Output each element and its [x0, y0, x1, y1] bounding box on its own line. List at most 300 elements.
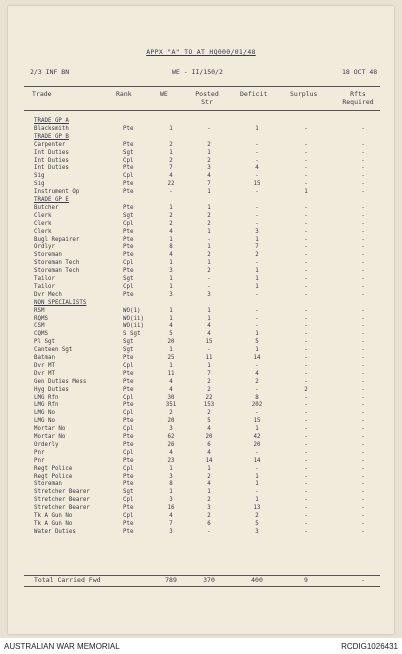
- cell-we: 20: [167, 339, 175, 346]
- table-row: [24, 229, 380, 235]
- cell-rank: Pte: [123, 268, 134, 275]
- cell-rfts: -: [361, 157, 365, 164]
- cell-we: 25: [167, 355, 175, 361]
- cell-posted: 1: [207, 204, 211, 211]
- cell-trade: Ordlyr: [34, 244, 55, 251]
- cell-surplus: -: [304, 489, 308, 496]
- cell-surplus: -: [304, 173, 308, 180]
- table-row: [24, 458, 380, 464]
- table-row: [24, 402, 380, 408]
- cell-trade: NON SPECIALISTS: [34, 299, 87, 306]
- cell-deficit: 1: [255, 347, 259, 354]
- cell-posted: 1: [207, 489, 211, 496]
- document-title: APPX "A" TO AT HQ000/01/48: [146, 48, 256, 56]
- cell-we: 2: [169, 157, 173, 164]
- cell-rank: Cpl: [123, 362, 134, 369]
- cell-surplus: -: [304, 513, 308, 519]
- cell-surplus: -: [304, 149, 308, 156]
- table-row: [24, 347, 380, 353]
- cell-we: 3: [169, 268, 173, 275]
- cell-surplus: -: [304, 291, 308, 298]
- table-row: [24, 434, 380, 440]
- cell-rfts: -: [361, 236, 365, 243]
- cell-posted: 4: [207, 173, 211, 180]
- cell-rank: Pte: [123, 189, 134, 196]
- cell-deficit: -: [255, 489, 259, 496]
- cell-rank: Sgt: [123, 212, 134, 219]
- cell-trade: Orderly: [34, 441, 59, 448]
- cell-rfts: -: [361, 276, 365, 282]
- cell-rfts: -: [361, 173, 365, 180]
- cell-we: 22: [167, 181, 175, 188]
- cell-we: 351: [165, 402, 177, 409]
- cell-rank: Sgt: [123, 149, 134, 156]
- cell-we: 3: [169, 473, 173, 480]
- cell-rfts: -: [361, 355, 365, 361]
- cell-deficit: -: [255, 449, 259, 456]
- cell-rank: Pte: [123, 252, 134, 259]
- cell-rfts: -: [361, 386, 365, 393]
- cell-we: -: [169, 189, 173, 196]
- table-row: [24, 379, 380, 385]
- cell-rfts: -: [361, 220, 365, 227]
- table-row: [24, 410, 380, 416]
- table-row: [24, 426, 380, 432]
- table-row: [24, 505, 380, 511]
- footer-institution: AUSTRALIAN WAR MEMORIAL: [4, 642, 120, 651]
- cell-posted: 15: [205, 339, 213, 346]
- cell-deficit: 202: [251, 402, 263, 409]
- cell-trade: Int Duties: [34, 157, 69, 164]
- cell-posted: 7: [207, 181, 211, 188]
- cell-posted: -: [207, 276, 211, 282]
- cell-posted: 3: [207, 505, 211, 512]
- col-surplus: Surplus: [290, 90, 318, 98]
- cell-deficit: 2: [255, 378, 259, 385]
- cell-trade: Int Duties: [34, 165, 69, 172]
- cell-we: 4: [169, 173, 173, 180]
- cell-rank: Pte: [123, 370, 134, 377]
- cell-deficit: -: [255, 291, 259, 298]
- cell-trade: Batman: [34, 355, 55, 361]
- cell-surplus: -: [304, 347, 308, 354]
- col-posted: Posted Str: [195, 90, 219, 106]
- cell-rfts: -: [361, 434, 365, 440]
- cell-deficit: 8: [255, 394, 259, 401]
- cell-we: 4: [169, 252, 173, 259]
- cell-surplus: -: [304, 394, 308, 401]
- cell-trade: RSM: [34, 307, 45, 314]
- table-row: [24, 466, 380, 472]
- cell-posted: 1: [207, 315, 211, 322]
- cell-posted: -: [207, 236, 211, 243]
- cell-rank: Pte: [123, 378, 134, 385]
- footer-catalogue-id: RCDIG1026431: [341, 642, 398, 651]
- cell-trade: Sig: [34, 173, 45, 180]
- total-row: [24, 577, 380, 583]
- cell-trade: CQMS: [34, 331, 48, 338]
- cell-surplus: -: [304, 236, 308, 243]
- cell-rank: Cpl: [123, 394, 134, 401]
- cell-posted: 1: [207, 244, 211, 251]
- cell-surplus: -: [304, 441, 308, 448]
- cell-trade: Storeman Tech: [34, 260, 80, 267]
- cell-we: 4: [169, 513, 173, 519]
- cell-posted: 4: [207, 449, 211, 456]
- cell-we: 4: [169, 378, 173, 385]
- cell-deficit: -: [255, 307, 259, 314]
- cell-posted: 1: [207, 260, 211, 267]
- table-row: [24, 213, 380, 219]
- total-rfts: -: [361, 576, 365, 584]
- section-heading-row: [24, 118, 380, 124]
- table-row: [24, 481, 380, 487]
- cell-rank: Pte: [123, 141, 134, 148]
- cell-deficit: -: [255, 212, 259, 219]
- cell-rfts: -: [361, 347, 365, 354]
- cell-posted: 1: [207, 362, 211, 369]
- cell-trade: Dvr MT: [34, 362, 55, 369]
- cell-trade: Regt Police: [34, 473, 73, 480]
- cell-rank: Sgt: [123, 276, 134, 282]
- cell-trade: Canteen Sgt: [34, 347, 73, 354]
- cell-surplus: -: [304, 268, 308, 275]
- cell-rfts: -: [361, 315, 365, 322]
- cell-posted: 6: [207, 441, 211, 448]
- cell-posted: 2: [207, 252, 211, 259]
- section-heading-row: [24, 134, 380, 140]
- cell-rfts: -: [361, 283, 365, 290]
- cell-trade: LMG No: [34, 410, 55, 417]
- cell-trade: LMG Rfn: [34, 402, 59, 409]
- cell-rfts: -: [361, 244, 365, 251]
- cell-trade: Stretcher Bearer: [34, 489, 90, 496]
- cell-deficit: 42: [253, 434, 261, 440]
- table-row: [24, 268, 380, 274]
- table-row: [24, 363, 380, 369]
- cell-rfts: -: [361, 370, 365, 377]
- cell-surplus: -: [304, 505, 308, 512]
- cell-posted: 14: [205, 457, 213, 464]
- cell-trade: Pl Sgt: [34, 339, 55, 346]
- cell-we: 16: [167, 505, 175, 512]
- cell-surplus: -: [304, 473, 308, 480]
- cell-we: 1: [169, 283, 173, 290]
- cell-surplus: 2: [304, 386, 308, 393]
- cell-posted: -: [207, 283, 211, 290]
- table-row: [24, 244, 380, 250]
- cell-rfts: -: [361, 291, 365, 298]
- cell-we: 4: [169, 323, 173, 330]
- cell-trade: Stretcher Bearer: [34, 505, 90, 512]
- cell-we: 2: [169, 212, 173, 219]
- cell-rfts: -: [361, 402, 365, 409]
- cell-rfts: -: [361, 528, 365, 535]
- cell-we: 1: [169, 465, 173, 472]
- cell-trade: Pnr: [34, 449, 45, 456]
- cell-rank: Cpl: [123, 173, 134, 180]
- cell-deficit: -: [255, 323, 259, 330]
- cell-rfts: -: [361, 125, 365, 132]
- table-row: [24, 158, 380, 164]
- table-row: [24, 126, 380, 132]
- table-row: [24, 260, 380, 266]
- cell-deficit: 5: [255, 339, 259, 346]
- table-row: [24, 292, 380, 298]
- cell-posted: 2: [207, 497, 211, 504]
- cell-surplus: -: [304, 362, 308, 369]
- table-row: [24, 276, 380, 282]
- cell-posted: 1: [207, 228, 211, 235]
- cell-trade: Sig: [34, 181, 45, 188]
- cell-trade: Storeman: [34, 252, 62, 259]
- table-row: [24, 173, 380, 179]
- cell-rank: Sgt: [123, 339, 134, 346]
- cell-rank: Cpl: [123, 260, 134, 267]
- table-row: [24, 387, 380, 393]
- cell-rank: Pte: [123, 434, 134, 440]
- cell-we: 3: [169, 291, 173, 298]
- cell-we: 8: [169, 481, 173, 488]
- cell-rank: Pte: [123, 418, 134, 425]
- cell-rank: Cpl: [123, 220, 134, 227]
- cell-deficit: 1: [255, 473, 259, 480]
- cell-posted: 4: [207, 323, 211, 330]
- cell-surplus: -: [304, 157, 308, 164]
- col-rfts: Rfts Required: [342, 90, 374, 106]
- cell-rank: Cpl: [123, 426, 134, 433]
- cell-we: 2: [169, 220, 173, 227]
- cell-rfts: -: [361, 465, 365, 472]
- table-row: [24, 181, 380, 187]
- cell-rfts: -: [361, 520, 365, 527]
- cell-rfts: -: [361, 394, 365, 401]
- reference-label: WE - II/150/2: [172, 68, 223, 76]
- cell-surplus: -: [304, 283, 308, 290]
- cell-we: 1: [169, 204, 173, 211]
- total-label: Total Carried Fwd: [34, 576, 101, 584]
- cell-rank: Pte: [123, 473, 134, 480]
- cell-rfts: -: [361, 449, 365, 456]
- cell-trade: Storeman Tech: [34, 268, 80, 275]
- section-heading-row: [24, 197, 380, 203]
- cell-surplus: -: [304, 497, 308, 504]
- total-we: 789: [165, 576, 177, 584]
- cell-trade: Mortar No: [34, 426, 66, 433]
- cell-we: 1: [169, 236, 173, 243]
- cell-deficit: 1: [255, 497, 259, 504]
- cell-we: 1: [169, 307, 173, 314]
- table-row: [24, 395, 380, 401]
- cell-rank: Cpl: [123, 449, 134, 456]
- cell-surplus: -: [304, 339, 308, 346]
- cell-rfts: -: [361, 141, 365, 148]
- cell-we: 1: [169, 489, 173, 496]
- cell-trade: Blacksmith: [34, 125, 69, 132]
- cell-we: 7: [169, 520, 173, 527]
- cell-surplus: -: [304, 220, 308, 227]
- cell-rfts: -: [361, 481, 365, 488]
- cell-posted: 4: [207, 331, 211, 338]
- cell-trade: Tk A Gun No: [34, 520, 73, 527]
- cell-deficit: 1: [255, 125, 259, 132]
- cell-posted: 1: [207, 149, 211, 156]
- cell-rfts: -: [361, 473, 365, 480]
- cell-rank: Sgt: [123, 347, 134, 354]
- cell-posted: 2: [207, 513, 211, 519]
- cell-deficit: -: [255, 204, 259, 211]
- cell-trade: Water Duties: [34, 528, 76, 535]
- cell-surplus: -: [304, 465, 308, 472]
- cell-surplus: -: [304, 141, 308, 148]
- cell-posted: 2: [207, 378, 211, 385]
- cell-posted: 2: [207, 473, 211, 480]
- table-row: [24, 355, 380, 361]
- cell-trade: Int Duties: [34, 149, 69, 156]
- col-rank: Rank: [116, 90, 132, 98]
- col-we: WE: [160, 90, 168, 98]
- cell-surplus: -: [304, 181, 308, 188]
- cell-rank: Cpl: [123, 465, 134, 472]
- cell-surplus: -: [304, 228, 308, 235]
- cell-posted: 2: [207, 220, 211, 227]
- cell-trade: Tailor: [34, 276, 55, 282]
- cell-we: 4: [169, 449, 173, 456]
- header-top-rule: [24, 86, 380, 87]
- cell-deficit: 7: [255, 244, 259, 251]
- cell-deficit: 1: [255, 268, 259, 275]
- cell-trade: TRADE GP E: [34, 197, 69, 203]
- cell-surplus: -: [304, 125, 308, 132]
- cell-posted: 4: [207, 481, 211, 488]
- table-row: [24, 316, 380, 322]
- cell-trade: Regt Police: [34, 465, 73, 472]
- cell-we: 1: [169, 125, 173, 132]
- cell-deficit: -: [255, 410, 259, 417]
- cell-posted: 2: [207, 157, 211, 164]
- cell-deficit: -: [255, 173, 259, 180]
- cell-deficit: 13: [253, 505, 261, 512]
- cell-trade: Clerk: [34, 220, 52, 227]
- cell-trade: Clerk: [34, 212, 52, 219]
- cell-deficit: -: [255, 465, 259, 472]
- table-row: [24, 331, 380, 337]
- cell-deficit: 4: [255, 370, 259, 377]
- cell-rank: Pte: [123, 165, 134, 172]
- table-row: [24, 323, 380, 329]
- cell-rfts: -: [361, 339, 365, 346]
- cell-posted: 3: [207, 291, 211, 298]
- cell-posted: 2: [207, 410, 211, 417]
- cell-surplus: -: [304, 315, 308, 322]
- cell-rank: Sgt: [123, 489, 134, 496]
- cell-rank: Cpl: [123, 410, 134, 417]
- cell-rank: Pte: [123, 181, 134, 188]
- cell-posted: 5: [207, 418, 211, 425]
- cell-surplus: -: [304, 276, 308, 282]
- cell-rfts: -: [361, 505, 365, 512]
- total-bottom-rule: [24, 586, 380, 587]
- cell-posted: 2: [207, 386, 211, 393]
- cell-rank: Pte: [123, 528, 134, 535]
- cell-we: 3: [169, 528, 173, 535]
- cell-rfts: -: [361, 212, 365, 219]
- cell-rank: Pte: [123, 386, 134, 393]
- cell-posted: 7: [207, 370, 211, 377]
- cell-we: 2: [169, 141, 173, 148]
- cell-surplus: 1: [304, 189, 308, 196]
- cell-we: 1: [169, 260, 173, 267]
- table-row: [24, 418, 380, 424]
- cell-deficit: 1: [255, 276, 259, 282]
- cell-surplus: -: [304, 204, 308, 211]
- cell-rank: Pte: [123, 481, 134, 488]
- cell-rank: Pte: [123, 505, 134, 512]
- table-row: [24, 442, 380, 448]
- cell-deficit: -: [255, 260, 259, 267]
- cell-rfts: -: [361, 323, 365, 330]
- cell-we: 1: [169, 149, 173, 156]
- cell-surplus: -: [304, 165, 308, 172]
- cell-rank: Pte: [123, 520, 134, 527]
- cell-rank: Pte: [123, 402, 134, 409]
- cell-deficit: 2: [255, 252, 259, 259]
- cell-trade: Tailor: [34, 283, 55, 290]
- cell-trade: Clerk: [34, 228, 52, 235]
- cell-deficit: -: [255, 149, 259, 156]
- cell-posted: 153: [203, 402, 215, 409]
- cell-trade: RQMS: [34, 315, 48, 322]
- cell-trade: LMG Rfn: [34, 394, 59, 401]
- cell-surplus: -: [304, 528, 308, 535]
- cell-deficit: 4: [255, 165, 259, 172]
- cell-deficit: 15: [253, 418, 261, 425]
- cell-deficit: -: [255, 362, 259, 369]
- cell-rfts: -: [361, 497, 365, 504]
- unit-label: 2/3 INF BN: [30, 68, 70, 76]
- cell-rfts: -: [361, 441, 365, 448]
- header-bottom-rule: [24, 110, 380, 111]
- cell-rank: Cpl: [123, 497, 134, 504]
- document-sheet: [8, 6, 394, 634]
- cell-deficit: -: [255, 141, 259, 148]
- cell-rfts: -: [361, 331, 365, 338]
- cell-rfts: -: [361, 204, 365, 211]
- table-row: [24, 165, 380, 171]
- cell-surplus: -: [304, 378, 308, 385]
- cell-rfts: -: [361, 410, 365, 417]
- col-deficit: Deficit: [240, 90, 268, 98]
- cell-rank: WO(1): [123, 307, 141, 314]
- table-row: [24, 371, 380, 377]
- cell-surplus: -: [304, 449, 308, 456]
- cell-posted: 22: [205, 394, 213, 401]
- cell-deficit: 14: [253, 457, 261, 464]
- cell-rfts: -: [361, 418, 365, 425]
- cell-rank: Pte: [123, 291, 134, 298]
- cell-deficit: 5: [255, 520, 259, 527]
- archive-footer: [0, 638, 402, 654]
- cell-we: 26: [167, 441, 175, 448]
- table-row: [24, 529, 380, 535]
- cell-surplus: -: [304, 457, 308, 464]
- date-label: 18 OCT 48: [342, 68, 378, 76]
- cell-we: 7: [169, 165, 173, 172]
- total-deficit: 400: [251, 576, 263, 584]
- total-surplus: 9: [304, 576, 308, 584]
- table-row: [24, 489, 380, 495]
- cell-rfts: -: [361, 513, 365, 519]
